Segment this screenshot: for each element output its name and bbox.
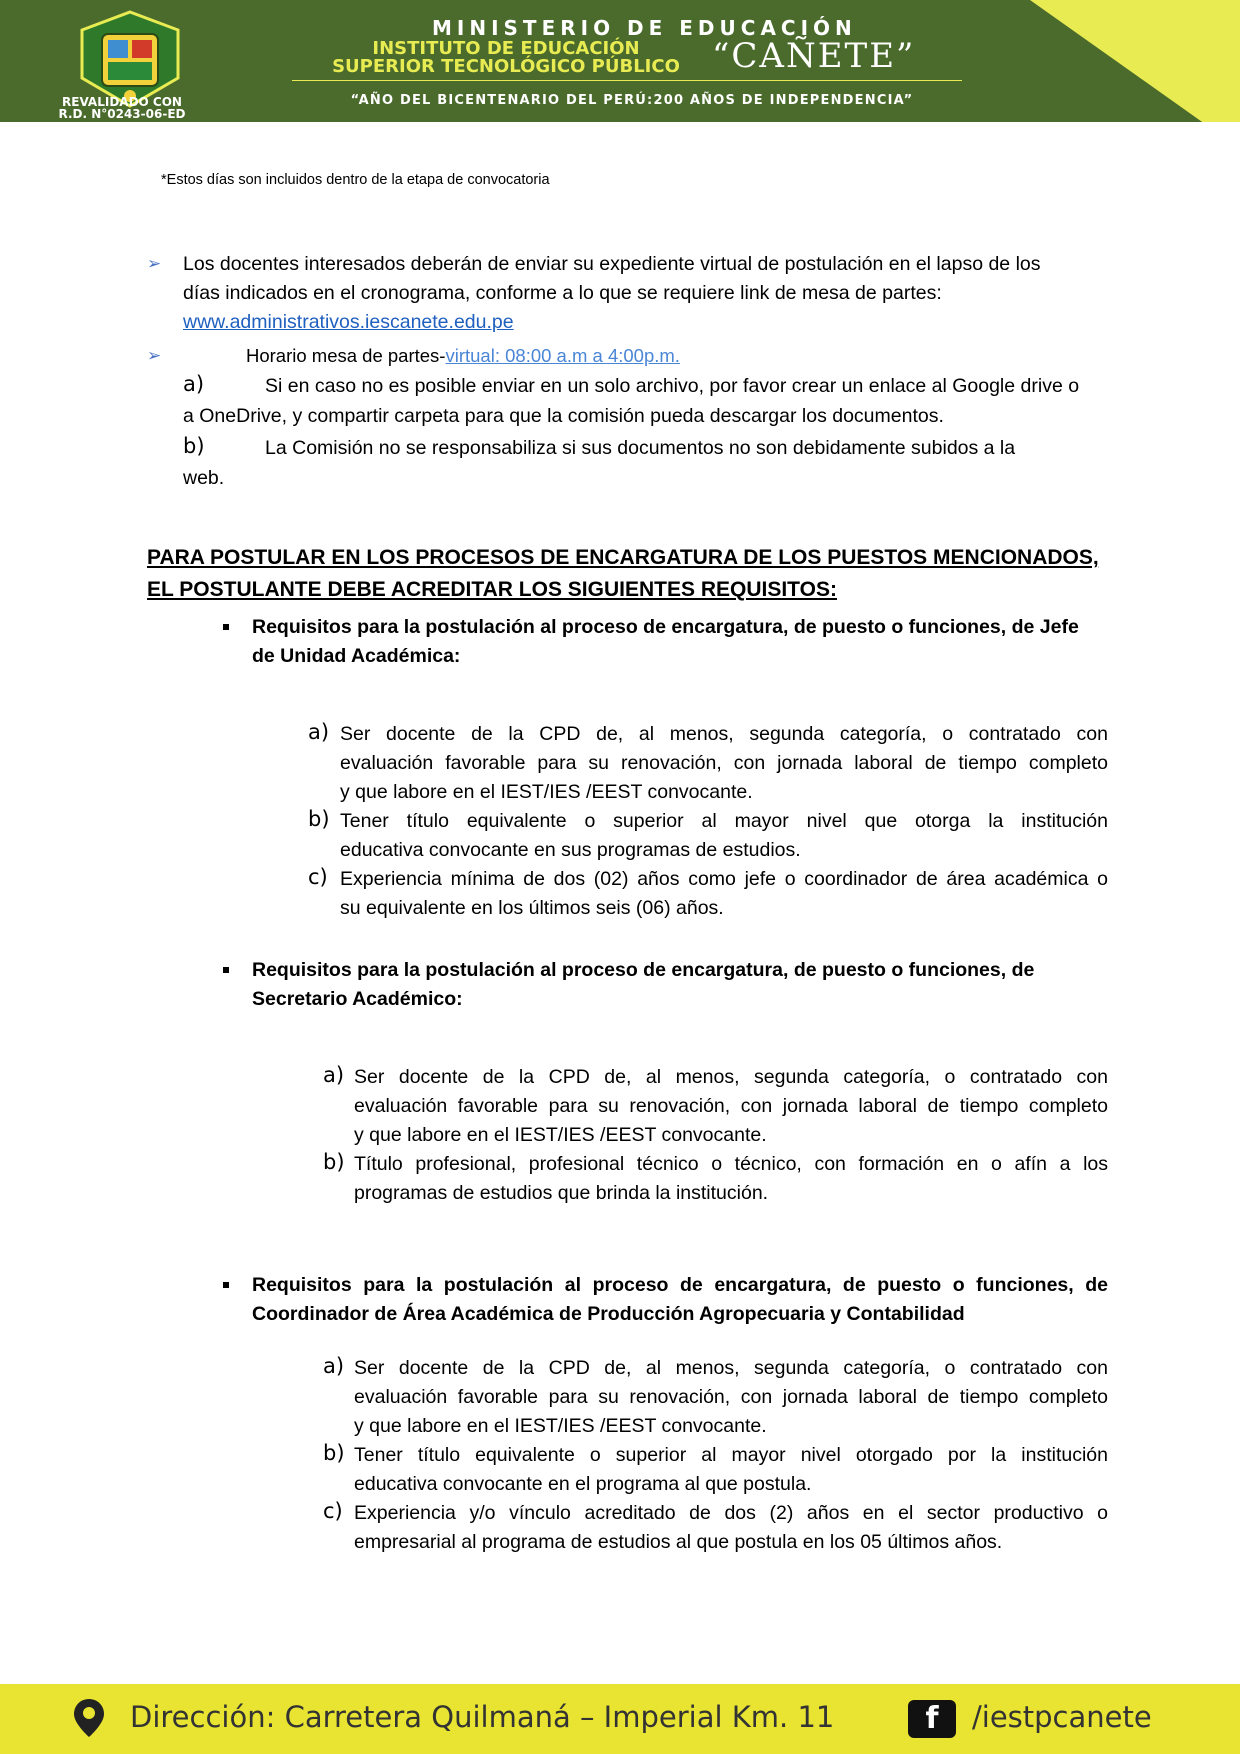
requirement-line: y que labore en el IEST/IES /EEST convocante.	[354, 1124, 767, 1146]
requirement-line: evaluación favorable para su renovación, con jornada laboral de tiempo completo	[354, 1386, 1108, 1408]
instituto-line1: INSTITUTO DE EDUCACIÓN	[372, 38, 640, 59]
location-pin-icon	[72, 1698, 106, 1738]
requirement-line: Tener título equivalente o superior al mayor nivel otorgado por la institución	[354, 1444, 1108, 1466]
instituto-line2: SUPERIOR TECNOLÓGICO PÚBLICO	[332, 56, 680, 77]
requirements-heading-line-2: EL POSTULANTE DEBE ACREDITAR LOS SIGUIENTES REQUISITOS:	[147, 578, 837, 601]
section-jefe-title	[252, 613, 1112, 671]
year-motto: “AÑO DEL BICENTENARIO DEL PERÚ:200 AÑOS DE INDEPENDENCIA”	[350, 93, 914, 108]
facebook-handle[interactable]: /iestpcanete	[972, 1700, 1152, 1734]
footnote: *Estos días son incluidos dentro de la etapa de convocatoria	[161, 172, 550, 188]
header-yellow-corner	[1030, 0, 1240, 122]
revalidado-label: REVALIDADO CON R.D. N°0243-06-ED	[58, 95, 186, 121]
section-secretario-title	[252, 956, 1112, 1014]
item-label: b)	[323, 1441, 345, 1465]
instructions-line-1: Los docentes interesados deberán de enviar su expediente virtual de postulación en el lapso de los	[183, 253, 1041, 275]
requirement-line: empresarial al programa de estudios al que postula en los 05 últimos años.	[354, 1531, 1003, 1553]
item-label: b)	[183, 434, 205, 458]
square-bullet-icon	[223, 1282, 229, 1288]
instructions-line-2: días indicados en el cronograma, conforme a lo que se requiere link de mesa de partes:	[183, 282, 942, 304]
requirement-item	[354, 1354, 1108, 1441]
square-bullet-icon	[223, 967, 229, 973]
requirement-line: y que labore en el IEST/IES /EEST convocante.	[340, 781, 753, 803]
ministerio-title: MINISTERIO DE EDUCACIÓN	[432, 16, 857, 40]
item-label: a)	[323, 1063, 345, 1087]
item-label: a)	[183, 372, 205, 396]
requirement-line: Ser docente de la CPD de, al menos, segunda categoría, o contratado con	[340, 723, 1108, 745]
item-label: b)	[323, 1150, 345, 1174]
facebook-icon[interactable]: f	[908, 1700, 956, 1738]
requirements-heading-line-1: PARA POSTULAR EN LOS PROCESOS DE ENCARGATURA DE LOS PUESTOS MENCIONADOS,	[147, 546, 1099, 569]
schedule-line	[246, 341, 680, 370]
requirement-line: Experiencia y/o vínculo acreditado de dos (2) años en el sector productivo o	[354, 1502, 1108, 1524]
requirement-item	[354, 1499, 1108, 1557]
requirement-line: Ser docente de la CPD de, al menos, segunda categoría, o contratado con	[354, 1357, 1108, 1379]
item-label: c)	[308, 865, 328, 889]
header-divider	[292, 80, 962, 81]
section-title-line-1: Requisitos para la postulación al proceso de encargatura, de puesto o funciones, de	[252, 959, 1035, 981]
arrow-bullet-icon: ➢	[147, 254, 162, 273]
instructions-paragraph	[183, 250, 1143, 337]
requirement-line: Experiencia mínima de dos (02) años como jefe o coordinador de área académica o	[340, 868, 1108, 890]
requirement-item	[354, 1441, 1108, 1499]
requirement-item	[340, 720, 1108, 807]
requirement-line: programas de estudios que brinda la institución.	[354, 1182, 769, 1204]
option-b-line-1: La Comisión no se responsabiliza si sus documentos no son debidamente subidos a la	[265, 437, 1016, 459]
section-title-line-1: Requisitos para la postulación al proceso de encargatura, de puesto o funciones, de	[252, 1274, 1108, 1296]
option-a-line-1: Si en caso no es posible enviar en un solo archivo, por favor crear un enlace al Google drive o	[265, 375, 1080, 397]
requirement-line: Ser docente de la CPD de, al menos, segunda categoría, o contratado con	[354, 1066, 1108, 1088]
item-label: a)	[308, 720, 330, 744]
section-title-line-2: Coordinador de Área Académica de Producción Agropecuaria y Contabilidad	[252, 1303, 965, 1325]
mesa-partes-link[interactable]: www.administrativos.iescanete.edu.pe	[183, 311, 514, 333]
schedule-link[interactable]: virtual: 08:00 a.m a 4:00p.m.	[445, 345, 680, 366]
item-label: a)	[323, 1354, 345, 1378]
requirement-line: su equivalente en los últimos seis (06) años.	[340, 897, 724, 919]
item-label: b)	[308, 807, 330, 831]
requirement-line: Tener título equivalente o superior al mayor nivel que otorga la institución	[340, 810, 1108, 832]
header-banner	[0, 0, 1240, 122]
section-title-line-1: Requisitos para la postulación al proceso de encargatura, de puesto o funciones, de Jefe	[252, 616, 1079, 638]
requirement-item	[354, 1063, 1108, 1150]
requirement-line: Título profesional, profesional técnico o técnico, con formación en o afín a los	[354, 1153, 1108, 1175]
section-coordinador-title	[252, 1271, 1108, 1329]
requirement-line: evaluación favorable para su renovación, con jornada laboral de tiempo completo	[354, 1095, 1108, 1117]
option-a-line-2: a OneDrive, y compartir carpeta para que la comisión pueda descargar los documentos.	[183, 405, 944, 427]
item-label: c)	[323, 1499, 343, 1523]
requirement-item	[354, 1150, 1108, 1208]
requirement-line: y que labore en el IEST/IES /EEST convocante.	[354, 1415, 767, 1437]
requirement-line: evaluación favorable para su renovación, con jornada laboral de tiempo completo	[340, 752, 1108, 774]
requirement-line: educativa convocante en el programa al que postula.	[354, 1473, 812, 1495]
requirement-line: educativa convocante en sus programas de estudios.	[340, 839, 801, 861]
footer-address: Dirección: Carretera Quilmaná – Imperial Km. 11	[130, 1700, 835, 1734]
section-title-line-2: de Unidad Académica:	[252, 645, 461, 667]
requirement-item	[340, 807, 1108, 865]
requirement-item	[340, 865, 1108, 923]
section-title-line-2: Secretario Académico:	[252, 988, 463, 1010]
schedule-prefix: Horario mesa de partes-	[246, 345, 446, 366]
institute-name: “CAÑETE”	[712, 36, 916, 76]
square-bullet-icon	[223, 624, 229, 630]
option-b-line-2: web.	[183, 467, 225, 489]
instituto-title	[296, 40, 716, 76]
arrow-bullet-icon: ➢	[147, 346, 162, 365]
